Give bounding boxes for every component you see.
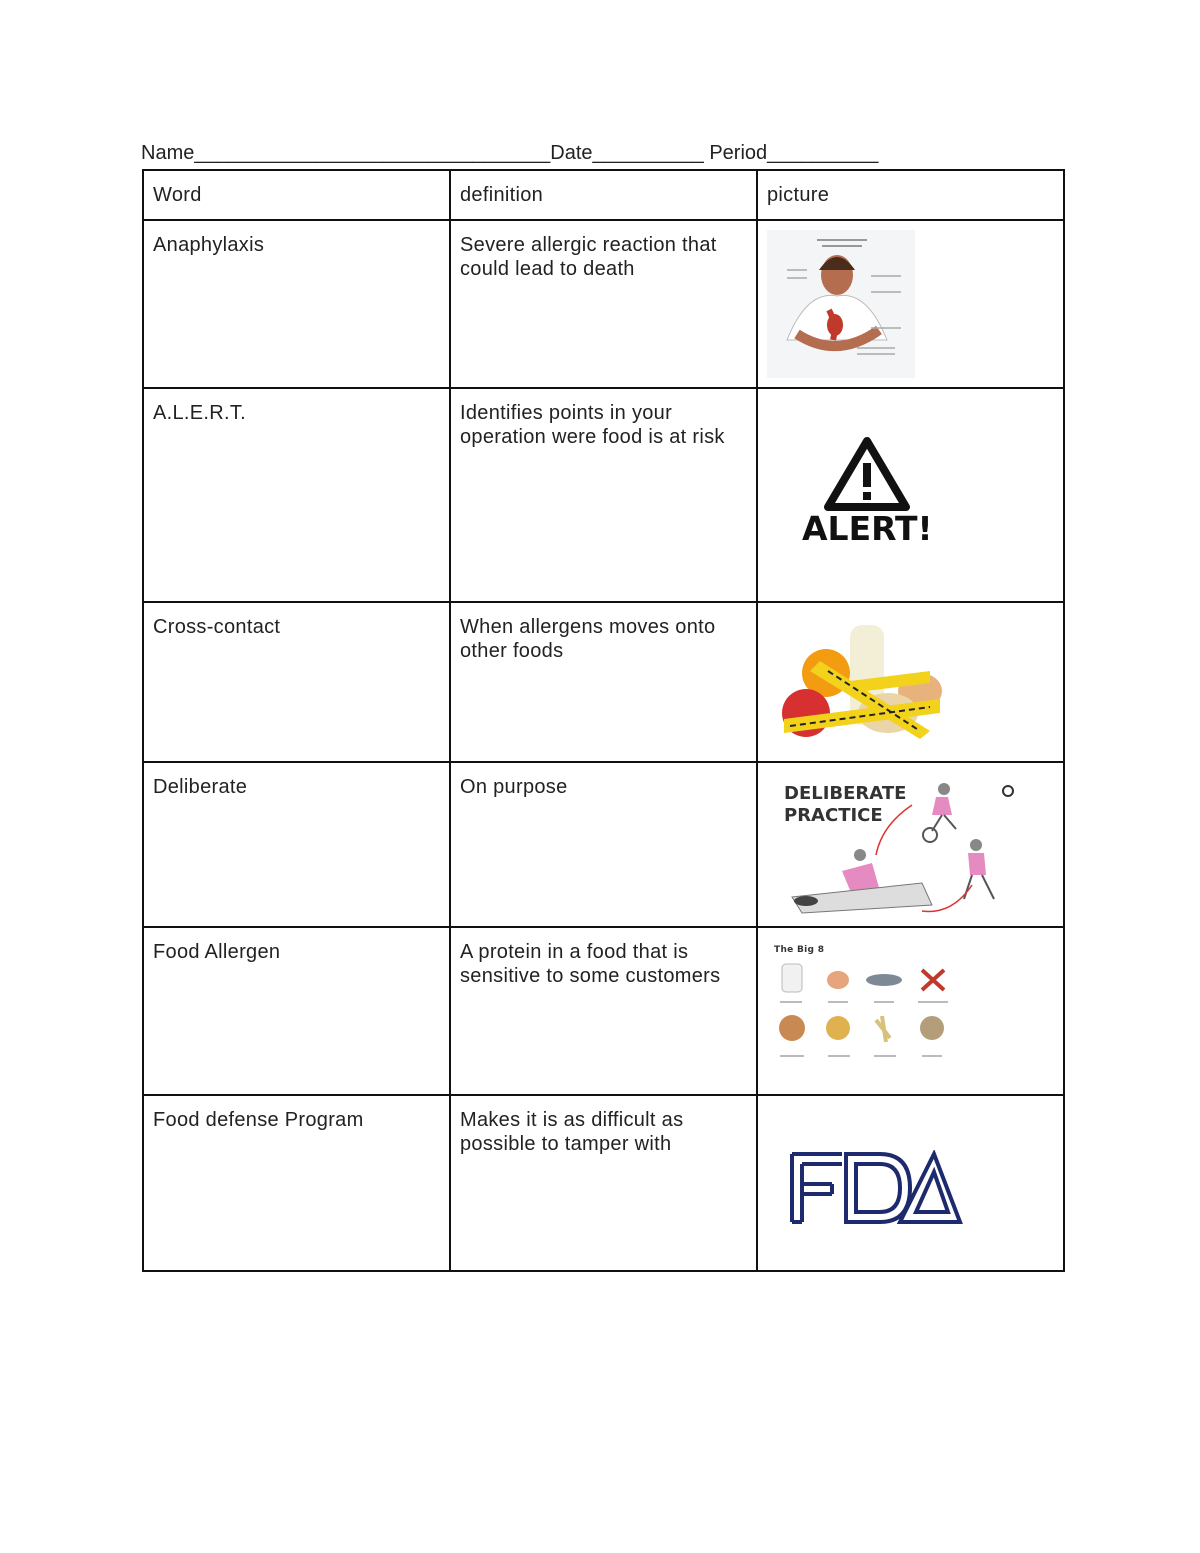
table-row	[143, 762, 1064, 927]
picture-cell	[757, 927, 1064, 1095]
practice-label: PRACTICE	[784, 805, 883, 826]
definition-cell: A protein in a food that is sensitive to some customers	[450, 927, 757, 1095]
column-header-definition: definition	[450, 170, 757, 220]
picture-cell	[757, 1095, 1064, 1271]
deliberate-label: DELIBERATE	[784, 783, 907, 804]
anaphylaxis-illustration-icon	[767, 230, 915, 378]
fda-logo-icon	[788, 1150, 964, 1226]
date-label: Date	[550, 142, 593, 164]
period-label: Period	[703, 142, 768, 164]
big-six-allergens-icon	[772, 940, 952, 1068]
name-label: Name	[141, 142, 195, 164]
word-cell: A.L.E.R.T.	[143, 388, 450, 602]
period-blank[interactable]: __________	[767, 142, 879, 164]
table-row	[143, 1095, 1064, 1271]
word-cell: Anaphylaxis	[143, 220, 450, 388]
word-cell: Food Allergen	[143, 927, 450, 1095]
table-row	[143, 220, 1064, 388]
definition-cell: Severe allergic reaction that could lead to death	[450, 220, 757, 388]
word-cell: Deliberate	[143, 762, 450, 927]
svg-text:The Big 8: The Big 8	[774, 945, 825, 955]
alert-warning-icon	[802, 435, 933, 548]
word-cell: Food defense Program	[143, 1095, 450, 1271]
table-row	[143, 602, 1064, 762]
table-header-row	[143, 170, 1064, 220]
name-blank[interactable]: ________________________________	[194, 142, 551, 164]
crime-scene-food-icon	[780, 621, 946, 743]
alert-label: ALERT!	[802, 509, 933, 548]
definition-cell: On purpose	[450, 762, 757, 927]
definition-cell: When allergens moves onto other foods	[450, 602, 757, 762]
picture-cell	[757, 220, 1064, 388]
table-row	[143, 927, 1064, 1095]
column-header-word: Word	[143, 170, 450, 220]
definition-cell: Identifies points in your operation were food is at risk	[450, 388, 757, 602]
picture-cell	[757, 602, 1064, 762]
table-row	[143, 388, 1064, 602]
word-cell: Cross-contact	[143, 602, 450, 762]
vocabulary-table	[142, 169, 1065, 1272]
worksheet-header	[141, 142, 878, 165]
column-header-picture: picture	[757, 170, 1064, 220]
definition-cell: Makes it is as difficult as possible to tamper with	[450, 1095, 757, 1271]
date-blank[interactable]: __________	[592, 142, 704, 164]
picture-cell	[757, 388, 1064, 602]
picture-cell	[757, 762, 1064, 927]
deliberate-practice-icon	[772, 775, 1022, 920]
